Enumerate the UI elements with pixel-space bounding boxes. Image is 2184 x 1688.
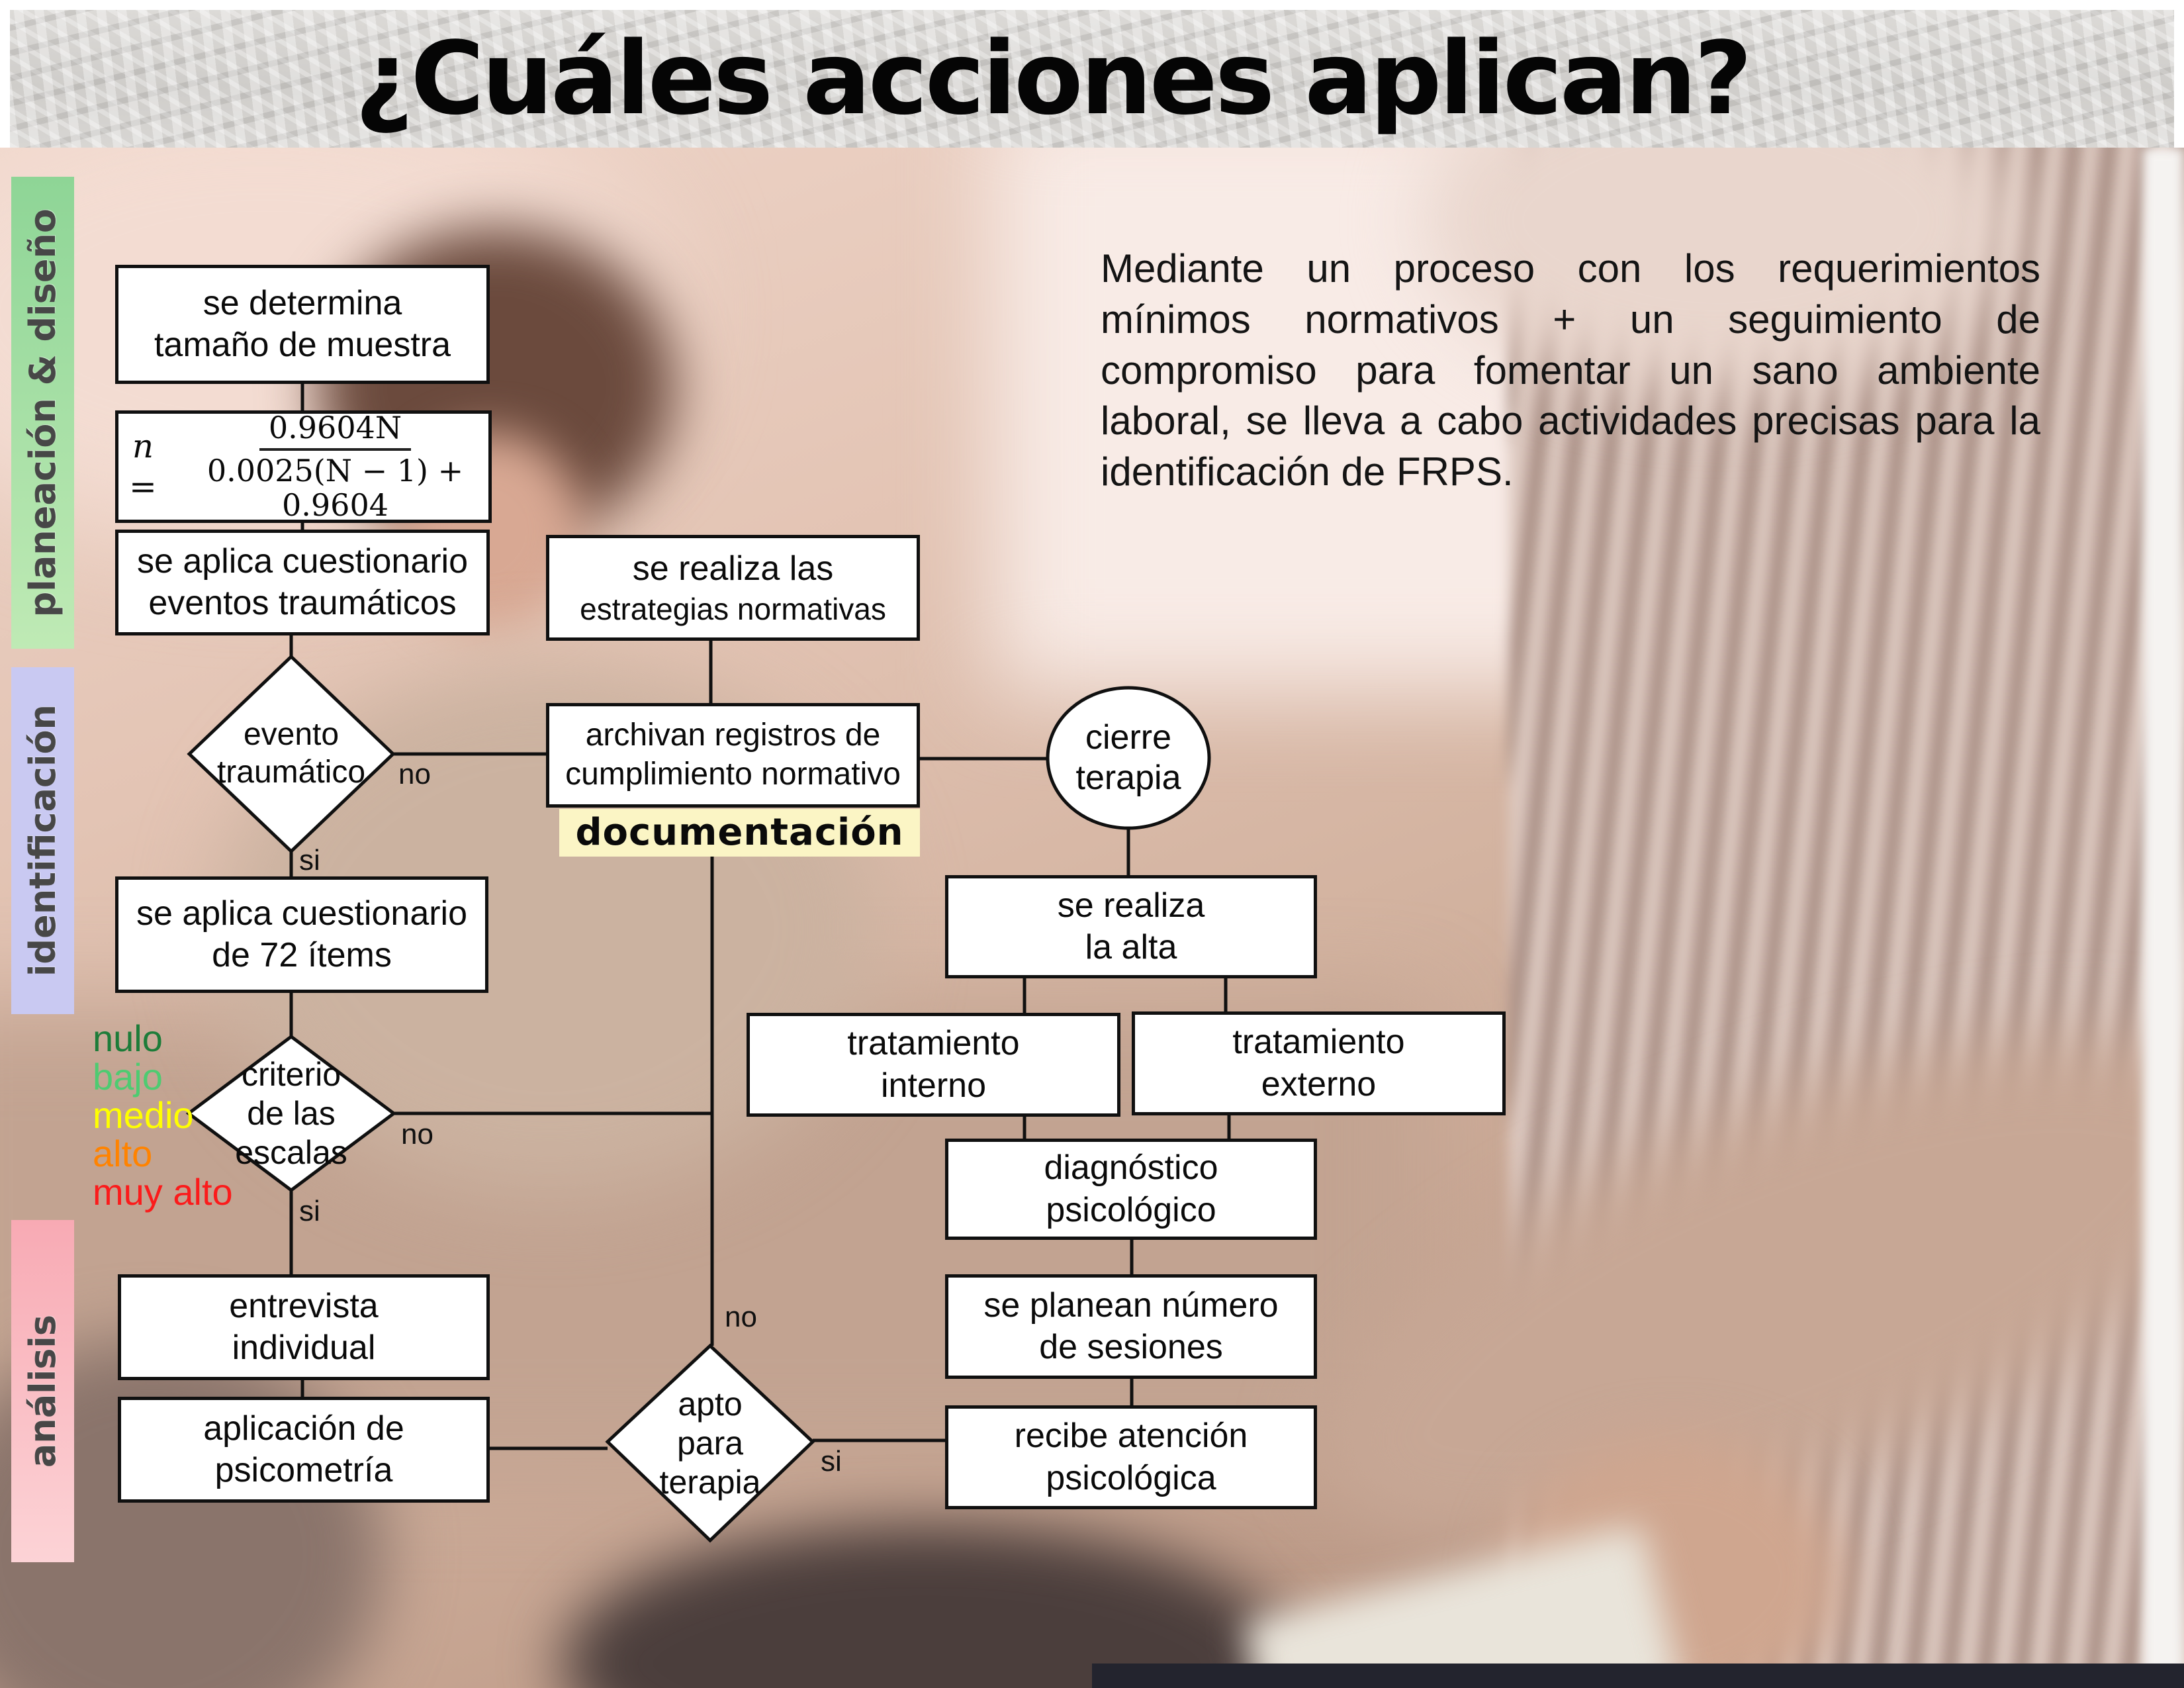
terminal-text: terapia bbox=[1075, 759, 1181, 797]
sidebar-phase-label: identificación bbox=[21, 704, 64, 977]
decision-text: de las bbox=[247, 1094, 336, 1132]
terminal-text: cierre bbox=[1085, 718, 1172, 757]
branch-label-no: no bbox=[401, 1118, 433, 1150]
branch-label-no: no bbox=[725, 1301, 757, 1333]
decision-text: traumático bbox=[216, 755, 366, 790]
step-tratamiento-externo bbox=[1132, 1011, 1506, 1115]
decision-text: para bbox=[676, 1424, 744, 1462]
step-text: psicológica bbox=[1046, 1458, 1216, 1497]
step-tratamiento-interno bbox=[747, 1013, 1120, 1117]
sidebar-phase-label: planeación & diseño bbox=[21, 208, 64, 618]
step-text: interno bbox=[881, 1066, 986, 1105]
tag-documentacion: documentación bbox=[559, 809, 920, 857]
branch-label-si: si bbox=[821, 1445, 842, 1477]
step-text: estrategias normativas bbox=[580, 591, 886, 626]
step-cuestionario-eventos bbox=[115, 530, 490, 635]
step-text: diagnóstico bbox=[1044, 1149, 1218, 1188]
decision-text: evento bbox=[243, 717, 340, 753]
branch-label-si: si bbox=[299, 844, 320, 876]
step-text: se realiza bbox=[1057, 886, 1205, 925]
step-text: cumplimiento normativo bbox=[565, 757, 901, 792]
branch-label-si: si bbox=[299, 1195, 320, 1227]
formula bbox=[118, 410, 488, 524]
step-text: entrevista bbox=[229, 1286, 379, 1325]
step-text: se aplica cuestionario bbox=[136, 894, 468, 933]
step-planean-sesiones bbox=[945, 1274, 1317, 1379]
severity-legend bbox=[93, 1019, 233, 1212]
step-text: la alta bbox=[1085, 928, 1177, 966]
step-text: tamaño de muestra bbox=[154, 326, 451, 364]
step-text: externo bbox=[1261, 1064, 1377, 1103]
sidebar-phase-label: análisis bbox=[21, 1314, 64, 1468]
intro-paragraph: Mediante un proceso con los requerimientos mínimos normativos + un seguimiento de compromiso para fomentar un sano ambiente laboral, se lleva a cabo actividades precisas para la identificación de FRPS. bbox=[1101, 246, 2040, 494]
step-determina-muestra bbox=[115, 265, 490, 384]
step-cuestionario-72-items bbox=[115, 876, 488, 993]
formula-numerator: 0.9604N bbox=[259, 410, 411, 451]
legend-item: medio bbox=[93, 1094, 194, 1137]
step-text: aplicación de bbox=[203, 1409, 404, 1448]
formula-denominator: 0.0025(N − 1) + 0.9604 bbox=[206, 452, 464, 524]
step-entrevista-individual bbox=[118, 1274, 490, 1380]
step-se-realiza-la-alta bbox=[945, 875, 1317, 978]
legend-item: nulo bbox=[93, 1017, 163, 1059]
step-text: tratamiento bbox=[847, 1024, 1020, 1063]
decision-text: terapia bbox=[659, 1463, 761, 1501]
step-archivan-registros bbox=[546, 703, 920, 808]
step-text: tratamiento bbox=[1232, 1023, 1405, 1062]
step-text: psicológico bbox=[1046, 1190, 1216, 1229]
step-text: recibe atención bbox=[1014, 1417, 1248, 1456]
decision-text: escalas bbox=[235, 1133, 347, 1171]
page-title: ¿Cuáles acciones aplican? bbox=[355, 20, 1750, 137]
legend-item: alto bbox=[93, 1133, 153, 1175]
legend-item: bajo bbox=[93, 1056, 163, 1098]
step-aplicacion-psicometria bbox=[118, 1397, 490, 1503]
branch-label-no: no bbox=[398, 758, 431, 790]
step-text: de sesiones bbox=[1039, 1328, 1223, 1366]
step-text: individual bbox=[232, 1329, 376, 1367]
terminal-label-cierre bbox=[1048, 698, 1209, 818]
step-text: se aplica cuestionario bbox=[136, 541, 469, 581]
decision-label-apto bbox=[611, 1372, 809, 1515]
step-text: se planean número bbox=[983, 1286, 1279, 1325]
decision-label-evento bbox=[179, 694, 404, 814]
step-text: se realiza las bbox=[632, 549, 834, 588]
decision-text: criterio bbox=[241, 1055, 341, 1093]
step-text: archivan registros de bbox=[585, 718, 881, 753]
step-text: eventos traumáticos bbox=[148, 584, 457, 622]
step-text: psicometría bbox=[214, 1451, 393, 1489]
step-recibe-atencion bbox=[945, 1405, 1317, 1509]
formula-lhs: n = bbox=[129, 427, 157, 506]
formula-fraction bbox=[182, 410, 488, 524]
step-diagnostico-psicologico bbox=[945, 1139, 1317, 1240]
legend-item: muy alto bbox=[93, 1171, 233, 1213]
step-text: se determina bbox=[203, 283, 402, 322]
step-estrategias-normativas bbox=[546, 535, 920, 641]
decision-text: apto bbox=[678, 1385, 743, 1423]
step-formula-muestra bbox=[115, 410, 492, 523]
step-text: de 72 ítems bbox=[212, 936, 392, 974]
